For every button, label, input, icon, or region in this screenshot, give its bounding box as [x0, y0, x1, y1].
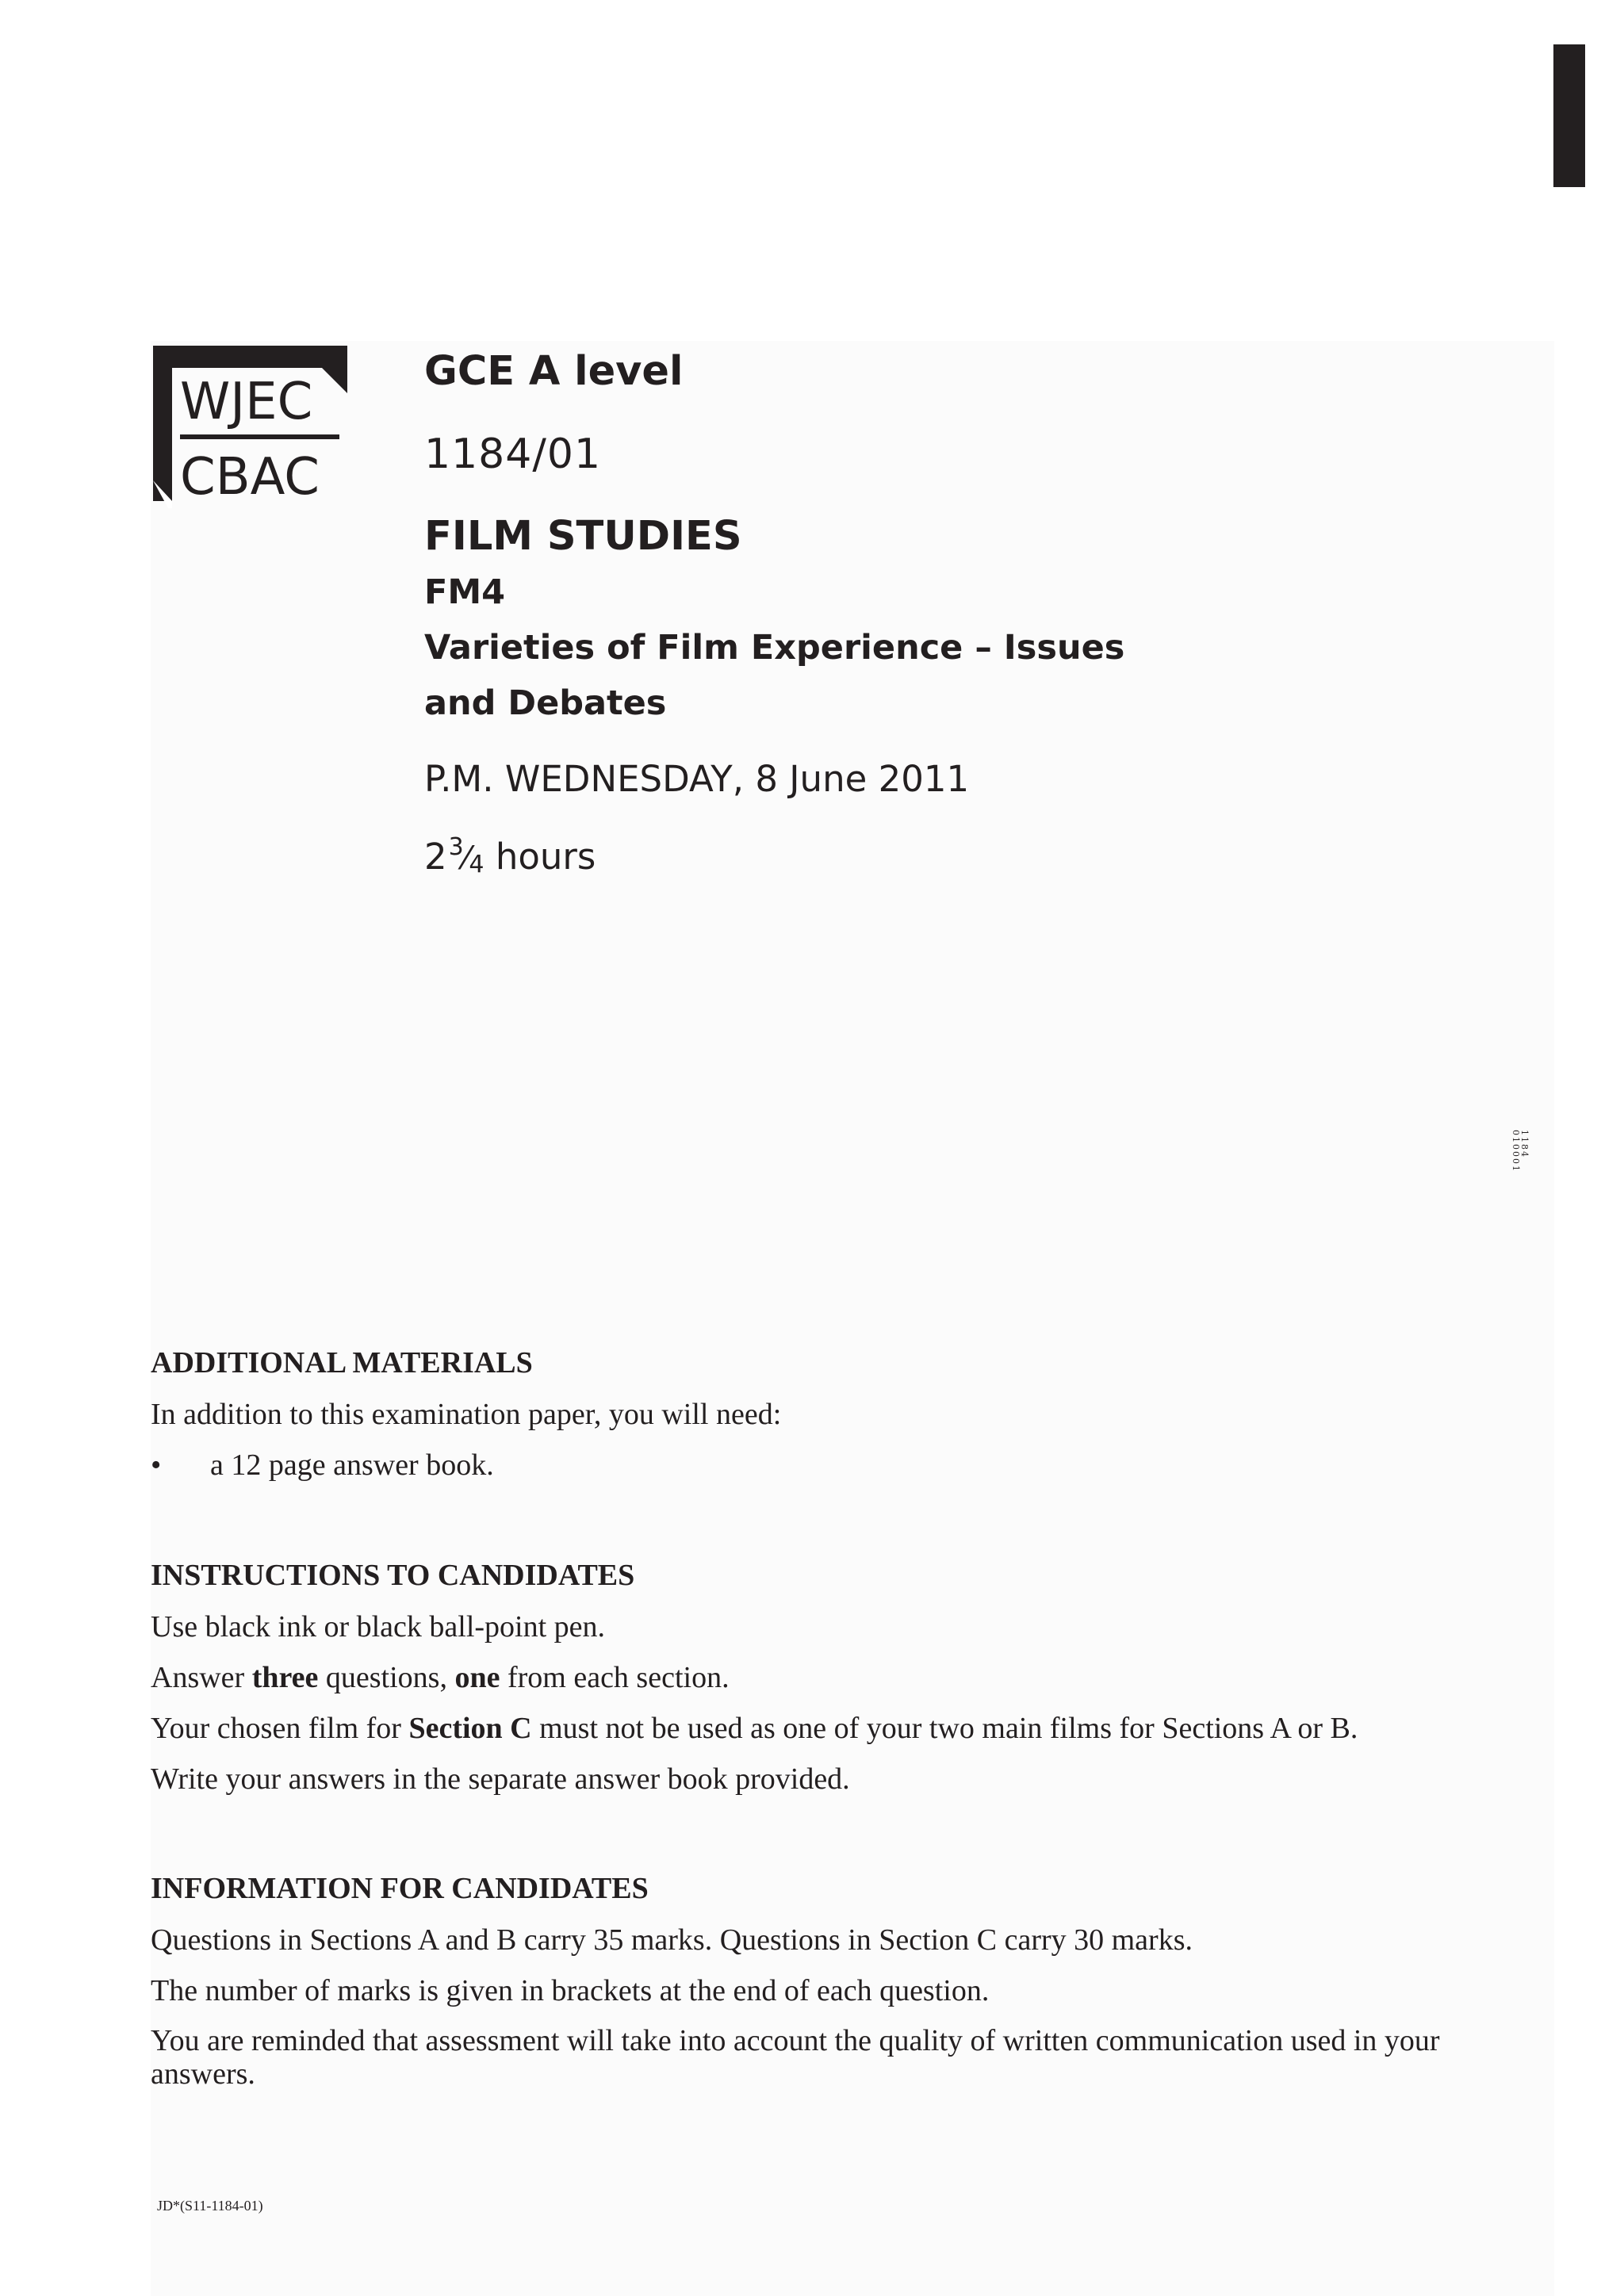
- instruction-answer-book: Write your answers in the separate answer book provided.: [151, 1762, 850, 1796]
- duration-whole: 2: [424, 836, 447, 878]
- logo-divider: [180, 434, 339, 439]
- exam-duration: [424, 820, 1336, 893]
- instructions-section: [151, 1558, 1499, 1797]
- bullet-icon: •: [151, 1448, 162, 1482]
- duration-slash: ⁄: [463, 840, 469, 877]
- exam-date: P.M. WEDNESDAY, 8 June 2011: [424, 758, 970, 800]
- duration-numerator: 3: [448, 833, 464, 861]
- paper-code: 1184/01: [424, 430, 602, 478]
- unit-code: FM4: [424, 572, 506, 612]
- footer-reference: JD*(S11-1184-01): [157, 2198, 263, 2214]
- instruction-answer-a: Answer: [151, 1661, 252, 1694]
- duration-denominator: 4: [469, 851, 485, 878]
- side-code-line1: 1184: [1519, 1130, 1530, 1158]
- additional-materials-item-text: a 12 page answer book.: [210, 1448, 494, 1482]
- information-brackets: The number of marks is given in brackets at the end of each question.: [151, 1974, 990, 2007]
- instruction-section-c-a: Your chosen film for: [151, 1712, 409, 1745]
- qualification-level: GCE A level: [424, 348, 684, 395]
- paper-title: Varieties of Film Experience – Issues and Debates: [424, 628, 1125, 723]
- additional-materials-intro: In addition to this examination paper, you will need:: [151, 1398, 782, 1431]
- instruction-section-c-b: Section C: [408, 1712, 532, 1745]
- logo-text-wjec: WJEC: [180, 373, 313, 431]
- information-heading: INFORMATION FOR CANDIDATES: [151, 1872, 649, 1905]
- side-reference-code: [1513, 1130, 1529, 1185]
- additional-materials-heading: ADDITIONAL MATERIALS: [151, 1346, 533, 1380]
- duration-unit: hours: [495, 836, 596, 878]
- instructions-heading: INSTRUCTIONS TO CANDIDATES: [151, 1559, 635, 1592]
- information-quality: You are reminded that assessment will take into account the quality of written communication used in your answers.: [151, 2024, 1440, 2091]
- subject-title: FILM STUDIES: [424, 513, 742, 560]
- instruction-answer-b: three: [251, 1661, 319, 1694]
- logo-text-cbac: CBAC: [180, 448, 320, 507]
- side-code-line2: 010001: [1511, 1130, 1521, 1173]
- instruction-ink: Use black ink or black ball-point pen.: [151, 1610, 606, 1644]
- additional-materials-item: [151, 1448, 1499, 1483]
- instruction-section-c-c: must not be used as one of your two main films for Sections A or B.: [531, 1712, 1358, 1745]
- instruction-answer: [151, 1660, 1499, 1695]
- instruction-answer-e: from each section.: [500, 1661, 730, 1694]
- edge-marker-bar: [1553, 44, 1585, 187]
- instruction-section-c: [151, 1711, 1499, 1746]
- information-section: [151, 1871, 1499, 2091]
- information-marks: Questions in Sections A and B carry 35 marks. Questions in Section C carry 30 marks.: [151, 1923, 1193, 1957]
- additional-materials-section: [151, 1345, 1499, 1483]
- instruction-answer-d: one: [454, 1661, 500, 1694]
- wjec-cbac-logo: [153, 346, 351, 508]
- exam-header: [424, 333, 1336, 893]
- instruction-answer-c: questions,: [318, 1661, 455, 1694]
